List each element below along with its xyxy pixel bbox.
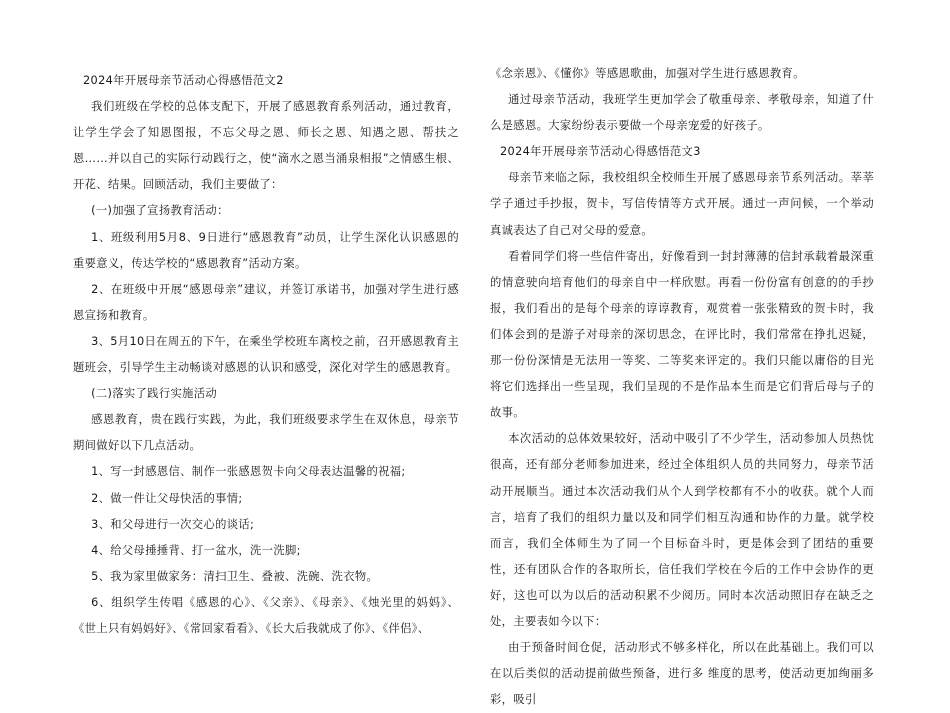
right-column xyxy=(490,61,874,713)
left-column xyxy=(73,68,459,642)
left-paragraph: 6、组织学生传唱《感恩的心》、《父亲》、《母亲》、《烛光里的妈妈》、《世上只有妈妈好》、《常回家看看》、《长大后我就成了你》、《伴侣》、 xyxy=(73,595,459,635)
left-paragraph: 2、在班级中开展“感恩母亲”建议，并签订承诺书，加强对学生进行感恩宣扬和教育。 xyxy=(73,282,459,322)
left-paragraph: 感恩教育，贵在践行实践，为此，我们班级要求学生在双休息，母亲节期间做好以下几点活动。 xyxy=(73,413,459,453)
left-paragraph: 4、给父母捶捶背、打一盆水，洗一洗脚; xyxy=(91,543,301,557)
left-paragraph: 3、和父母进行一次交心的谈话; xyxy=(91,517,255,531)
right-paragraph: 由于预备时间仓促，活动形式不够多样化，所以在此基础上。我们可以在以后类似的活动提前做些预备，进行多 维度的思考，使活动更加绚丽多彩，吸引 xyxy=(490,641,874,707)
left-paragraph: (一)加强了宣扬教育活动： xyxy=(91,204,229,218)
right-paragraph: 通过母亲节活动，我班学生更加学会了敬重母亲、孝敬母亲，知道了什么是感恩。大家纷纷表示要做一个母亲宠爱的好孩子。 xyxy=(490,93,874,133)
right-paragraph: 母亲节来临之际，我校组织全校师生开展了感恩母亲节系列活动。莘莘学子通过手抄报，贺卡，写信传情等方式开展。通过一声问候，一个举动真诚表达了自己对父母的爱意。 xyxy=(490,171,874,237)
right-paragraph: 《念亲恩》、《懂你》等感恩歌曲，加强对学生进行感恩教育。 xyxy=(490,67,805,80)
left-paragraph: 2、做一件让父母快活的事情; xyxy=(91,491,243,505)
left-paragraph: 1、班级利用5月8、9日进行“感恩教育”动员，让学生深化认识感恩的重要意义，传达学校的“感恩教育”活动方案。 xyxy=(73,230,459,270)
right-paragraph: 看着同学们将一些信件寄出，好像看到一封封薄薄的信封承载着最深重的情意驶向培育他们的母亲自中一样欣慰。再看一份份富有创意的的手抄报，我们看出的是每个母亲的谆谆教育，观赏着一张张精致的贺卡时，我们体会到的是游子对母亲的深切思念，在评比时，我们常常在挣扎迟疑，那一份份深情是无法用一等奖、二等奖来评定的。我们只能以庸俗的目光将它们选择出一些呈现，我们呈现的不是作品本生而是它们背后母与子的故事。 xyxy=(490,249,874,420)
left-paragraph: 我们班级在学校的总体支配下，开展了感恩教育系列活动，通过教育，让学生学会了知恩图报，不忘父母之恩、师长之恩、知遇之恩、帮扶之恩……并以自己的实际行动践行之，使“滴水之恩当涌泉相报”之情感生根、开花、结果。回顾活动，我们主要做了： xyxy=(73,100,459,192)
left-paragraph: 1、写一封感恩信、制作一张感恩贺卡向父母表达温馨的祝福; xyxy=(91,465,406,479)
left-paragraph: (二)落实了践行实施活动 xyxy=(91,387,218,401)
left-paragraph: 5、我为家里做家务：清扫卫生、叠被、洗碗、洗衣物。 xyxy=(91,569,379,583)
left-paragraph: 3、5月10日在周五的下午，在乘坐学校班车离校之前，召开感恩教育主题班会，引导学生主动畅谈对感恩的认识和感受，深化对学生的感恩教育。 xyxy=(73,334,459,375)
right-paragraph: 本次活动的总体效果较好，活动中吸引了不少学生，活动参加人员热忱很高，还有部分老师参加进来，经过全体组织人员的共同努力，母亲节活动开展顺当。通过本次活动我们从个人到学校都有不小的收获。就个人而言，培育了我们的组织力量以及和同学们相互沟通和协作的力量。就学校而言，我们全体师生为了同一个目标奋斗时，更是体会到了团结的重要性，还有团队合作的各取所长，信任我们学校在今后的工作中会协作的更好，这也可以为以后的活动积累不少阅历。同时本次活动照旧存在缺乏之处，主要表如今以下： xyxy=(490,432,874,628)
right-section-title: 2024年开展母亲节活动心得感悟范文3 xyxy=(500,145,701,159)
left-section-title: 2024年开展母亲节活动心得感悟范文2 xyxy=(83,74,284,87)
